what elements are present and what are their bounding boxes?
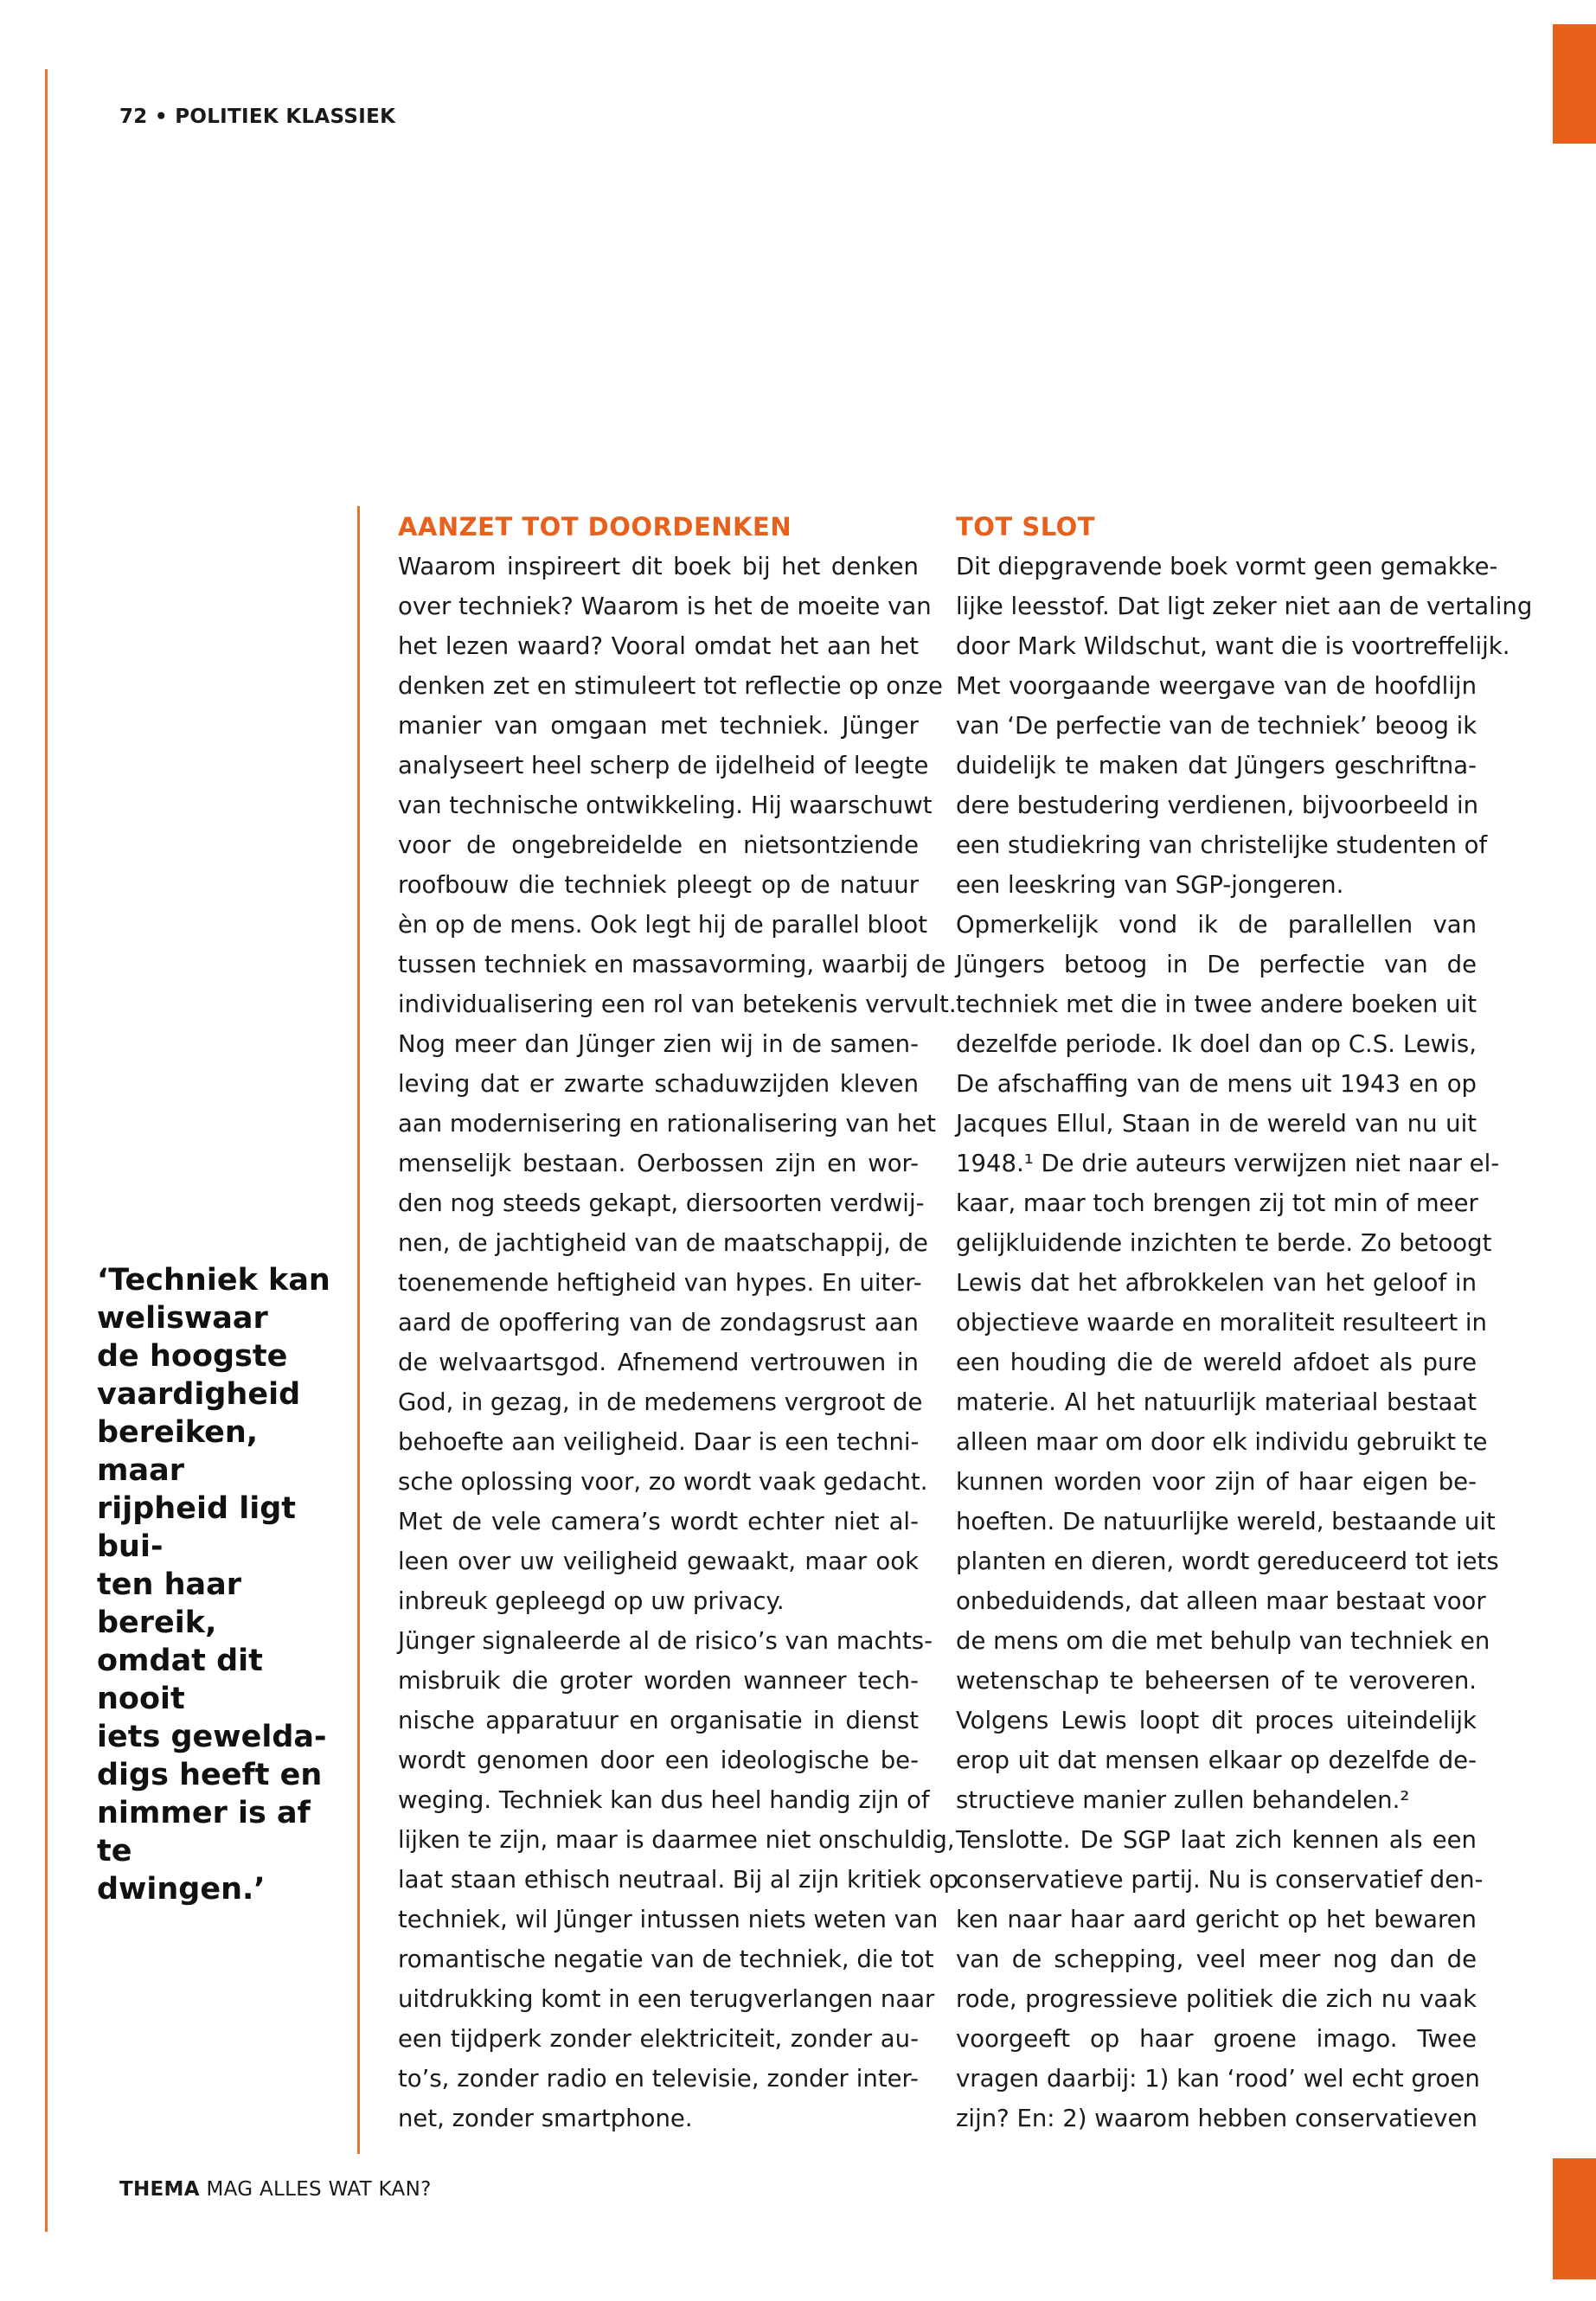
text-line: dezelfde periode. Ik doel dan op C.S. Lewis,: [956, 1030, 1477, 1058]
text-line: van de schepping, veel meer nog dan de: [956, 1945, 1477, 1973]
text-line: door Mark Wildschut, want die is voortreffelijk.: [956, 632, 1510, 660]
text-line: leving dat er zwarte schaduwzijden kleven: [398, 1070, 919, 1098]
text-line: een houding die de wereld afdoet als pure: [956, 1349, 1477, 1376]
text-line: rode, progressieve politiek die zich nu vaak: [956, 1985, 1477, 2013]
text-line: toenemende heftigheid van hypes. En uiter-: [398, 1269, 922, 1297]
text-line: Tenslotte. De SGP laat zich kennen als een: [956, 1826, 1477, 1854]
text-line: 1948.¹ De drie auteurs verwijzen niet naar el-: [956, 1150, 1500, 1177]
left-column: [398, 510, 959, 2138]
text-line: ken naar haar aard gericht op het bewaren: [956, 1906, 1477, 1933]
text-line: wordt genomen door een ideologische be-: [398, 1747, 919, 1774]
text-line: conservatieve partij. Nu is conservatief den-: [956, 1866, 1484, 1894]
text-line: weging. Techniek kan dus heel handig zijn of: [398, 1786, 930, 1814]
text-line: Opmerkelijk vond ik de parallellen van: [956, 911, 1477, 939]
text-line: de welvaartsgod. Afnemend vertrouwen in: [398, 1349, 919, 1376]
text-line: uitdrukking komt in een terugverlangen naar: [398, 1985, 935, 2013]
right-column-text: [956, 547, 1533, 2138]
text-line: den nog steeds gekapt, diersoorten verdwij-: [398, 1189, 925, 1217]
text-line: planten en dieren, wordt gereduceerd tot iets: [956, 1548, 1499, 1575]
text-line: techniek, wil Jünger intussen niets weten van: [398, 1906, 939, 1933]
text-line: denken zet en stimuleert tot reflectie op onze: [398, 672, 943, 700]
text-line: romantische negatie van de techniek, die tot: [398, 1945, 934, 1973]
text-line: structieve manier zullen behandelen.²: [956, 1786, 1410, 1814]
text-line: voorgeeft op haar groene imago. Twee: [956, 2025, 1477, 2053]
text-line: God, in gezag, in de medemens vergroot de: [398, 1388, 923, 1416]
text-line: materie. Al het natuurlijk materiaal bestaat: [956, 1388, 1477, 1416]
text-line: lijke leesstof. Dat ligt zeker niet aan de vertaling: [956, 593, 1533, 620]
text-line: individualisering een rol van betekenis vervult.: [398, 990, 957, 1018]
text-line: Nog meer dan Jünger zien wij in de samen-: [398, 1030, 919, 1058]
text-line: Jüngers betoog in De perfectie van de: [956, 951, 1477, 978]
orange-tab-bottom: [1553, 2158, 1596, 2279]
text-line: van technische ontwikkeling. Hij waarschuwt: [398, 792, 933, 819]
column-divider-rule: [357, 506, 360, 2154]
running-head: 72 • POLITIEK KLASSIEK: [119, 106, 396, 128]
text-line: vragen daarbij: 1) kan ‘rood’ wel echt groen: [956, 2065, 1480, 2093]
footer-issue-title: MAG ALLES WAT KAN?: [199, 2178, 432, 2201]
text-line: leen over uw veiligheid gewaakt, maar ook: [398, 1548, 919, 1575]
footer-magazine-name: THEMA: [119, 2178, 200, 2201]
text-line: laat staan ethisch neutraal. Bij al zijn kritiek op: [398, 1866, 959, 1894]
text-line: wetenschap te beheersen of te veroveren.: [956, 1667, 1477, 1695]
text-line: voor de ongebreidelde en nietsontziende: [398, 831, 919, 859]
text-line: Waarom inspireert dit boek bij het denken: [398, 553, 919, 580]
text-line: sche oplossing voor, zo wordt vaak gedacht.: [398, 1468, 928, 1496]
text-line: roofbouw die techniek pleegt op de natuur: [398, 871, 919, 899]
text-line: manier van omgaan met techniek. Jünger: [398, 712, 919, 740]
right-column: [956, 510, 1533, 2138]
text-line: duidelijk te maken dat Jüngers geschriftna-: [956, 752, 1477, 779]
text-line: hoeften. De natuurlijke wereld, bestaande uit: [956, 1508, 1496, 1535]
text-line: de mens om die met behulp van techniek en: [956, 1627, 1490, 1655]
section-heading-tot-slot: TOT SLOT: [956, 512, 1096, 542]
text-line: een tijdperk zonder elektriciteit, zonder au-: [398, 2025, 919, 2053]
text-line: Volgens Lewis loopt dit proces uiteindelijk: [956, 1707, 1477, 1734]
text-line: tussen techniek en massavorming, waarbij de: [398, 951, 946, 978]
text-line: lijken te zijn, maar is daarmee niet onschuldig,: [398, 1826, 955, 1854]
text-line: aan modernisering en rationalisering van het: [398, 1110, 936, 1138]
text-line: Met voorgaande weergave van de hoofdlijn: [956, 672, 1477, 700]
text-line: dere bestudering verdienen, bijvoorbeeld in: [956, 792, 1479, 819]
text-line: Jünger signaleerde al de risico’s van machts-: [398, 1627, 933, 1655]
text-line: techniek met die in twee andere boeken uit: [956, 990, 1477, 1018]
left-margin-rule: [45, 69, 48, 2232]
text-line: Jacques Ellul, Staan in de wereld van nu uit: [956, 1110, 1477, 1138]
text-line: zijn? En: 2) waarom hebben conservatieven: [956, 2105, 1477, 2132]
text-line: net, zonder smartphone.: [398, 2105, 693, 2132]
text-line: nische apparatuur en organisatie in dienst: [398, 1707, 919, 1734]
text-line: een studiekring van christelijke studenten of: [956, 831, 1488, 859]
text-line: objectieve waarde en moraliteit resulteert in: [956, 1309, 1487, 1336]
text-line: nen, de jachtigheid van de maatschappij, de: [398, 1229, 928, 1257]
text-line: alleen maar om door elk individu gebruikt te: [956, 1428, 1488, 1456]
orange-tab-top: [1553, 24, 1596, 144]
text-line: Dit diepgravende boek vormt geen gemakke-: [956, 553, 1498, 580]
text-line: menselijk bestaan. Oerbossen zijn en wor-: [398, 1150, 919, 1177]
text-line: aard de opoffering van de zondagsrust aan: [398, 1309, 919, 1336]
text-line: het lezen waard? Vooral omdat het aan het: [398, 632, 919, 660]
text-line: behoefte aan veiligheid. Daar is een techni-: [398, 1428, 920, 1456]
text-line: to’s, zonder radio en televisie, zonder inter-: [398, 2065, 919, 2093]
text-line: erop uit dat mensen elkaar op dezelfde de-: [956, 1747, 1477, 1774]
text-line: Lewis dat het afbrokkelen van het geloof in: [956, 1269, 1477, 1297]
footer: [119, 2178, 432, 2201]
text-line: Met de vele camera’s wordt echter niet al-: [398, 1508, 919, 1535]
text-line: van ‘De perfectie van de techniek’ beoog ik: [956, 712, 1477, 740]
text-line: misbruik die groter worden wanneer tech-: [398, 1667, 919, 1695]
text-line: over techniek? Waarom is het de moeite van: [398, 593, 932, 620]
text-line: inbreuk gepleegd op uw privacy.: [398, 1587, 785, 1615]
text-line: analyseert heel scherp de ijdelheid of leegte: [398, 752, 929, 779]
pull-quote: ‘Techniek kan weliswaar de hoogste vaardigheid bereiken, maar rijpheid ligt bui- ten haar bereik, omdat dit nooit iets gewelda- digs heeft en nimmer is af te dwingen.’: [97, 1263, 330, 1907]
section-heading-aanzet: AANZET TOT DOORDENKEN: [398, 512, 792, 542]
text-line: onbeduidends, dat alleen maar bestaat voor: [956, 1587, 1486, 1615]
text-line: kaar, maar toch brengen zij tot min of meer: [956, 1189, 1478, 1217]
text-line: gelijkluidende inzichten te berde. Zo betoogt: [956, 1229, 1492, 1257]
text-line: kunnen worden voor zijn of haar eigen be-: [956, 1468, 1477, 1496]
text-line: een leeskring van SGP-jongeren.: [956, 871, 1344, 899]
text-line: De afschaffing van de mens uit 1943 en op: [956, 1070, 1477, 1098]
left-column-text: [398, 547, 959, 2138]
text-line: èn op de mens. Ook legt hij de parallel bloot: [398, 911, 927, 939]
